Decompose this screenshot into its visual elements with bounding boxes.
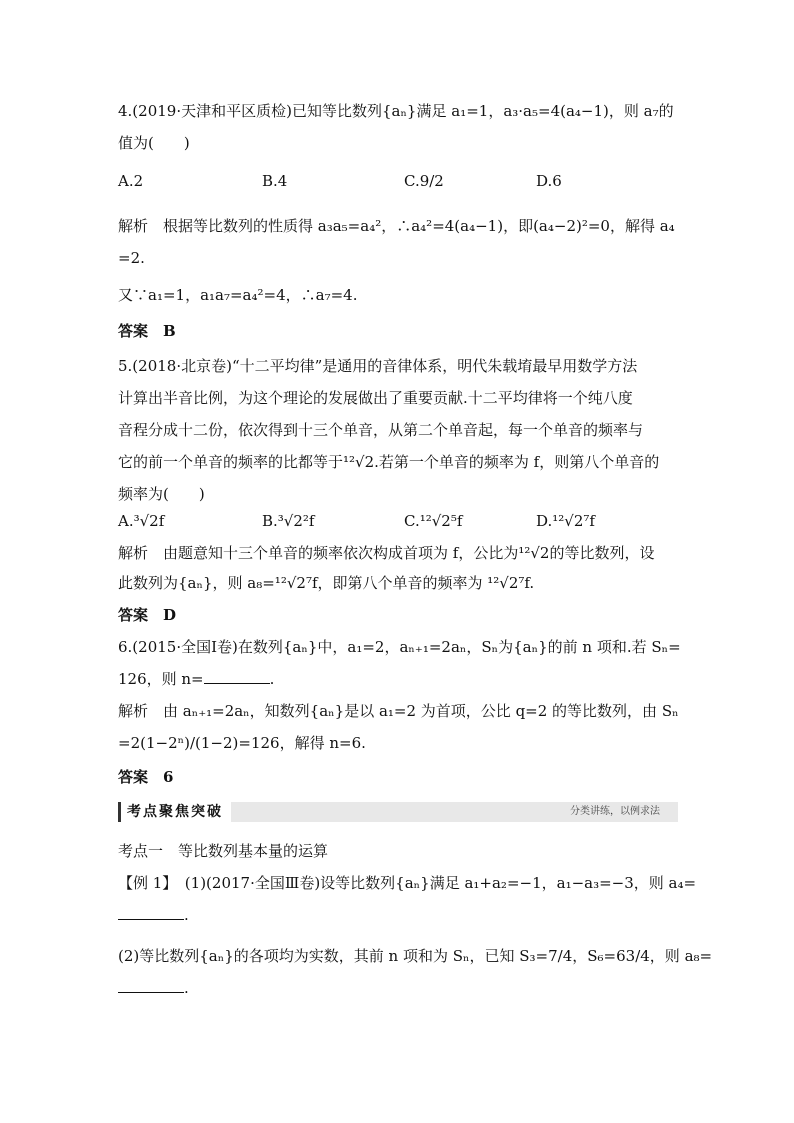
q5-analysis-line2: 此数列为{aₙ}，则 a₈=¹²√2⁷f，即第八个单音的频率为 ¹²√2⁷f. — [118, 574, 535, 592]
kaodian-heading: 考点一 等比数列基本量的运算 — [118, 842, 329, 860]
q5-option-a: A.³√2f — [118, 512, 165, 530]
example1-blank-2[interactable] — [118, 978, 184, 993]
q5-analysis-line1: 解析 由题意知十三个单音的频率依次构成首项为 f，公比为¹²√2的等比数列，设 — [118, 544, 655, 562]
q4-option-b: B.4 — [262, 172, 288, 190]
q6-stem-line2-text: 126，则 n= — [118, 670, 204, 688]
q4-analysis-line1: 解析 根据等比数列的性质得 a₃a₅=a₄²，∴a₄²=4(a₄−1)，即(a₄−2)²=0，解得 a₄ — [118, 217, 675, 235]
q5-stem-line3: 音程分成十二份，依次得到十三个单音，从第二个单音起，每一个单音的频率与 — [118, 421, 644, 439]
section-banner — [118, 802, 678, 822]
q5-stem-line5: 频率为( ) — [118, 485, 205, 503]
q4-option-c: C.9/2 — [404, 172, 444, 190]
q5-stem-line4: 它的前一个单音的频率的比都等于¹²√2.若第一个单音的频率为 f，则第八个单音的 — [118, 453, 660, 471]
example1-line1: 【例 1】 (1)(2017·全国Ⅲ卷)设等比数列{aₙ}满足 a₁+a₂=−1，a₁−a₃=−3，则 a₄= — [118, 874, 697, 892]
q4-stem-line1: 4.(2019·天津和平区质检)已知等比数列{aₙ}满足 a₁=1，a₃·a₅=4(a₄−1)，则 a₇的 — [118, 102, 674, 120]
q4-stem-line2: 值为( ) — [118, 134, 190, 152]
q4-option-a: A.2 — [118, 172, 144, 190]
q4-analysis-line3: 又∵a₁=1，a₁a₇=a₄²=4，∴a₇=4. — [118, 286, 358, 304]
q5-option-c: C.¹²√2⁵f — [404, 512, 463, 530]
q6-stem-line1: 6.(2015·全国Ⅰ卷)在数列{aₙ}中，a₁=2，aₙ₊₁=2aₙ，Sₙ为{aₙ}的前 n 项和.若 Sₙ= — [118, 638, 681, 656]
q6-analysis-line2: =2(1−2ⁿ)/(1−2)=126，解得 n=6. — [118, 734, 366, 752]
example1-line3: (2)等比数列{aₙ}的各项均为实数，其前 n 项和为 Sₙ，已知 S₃=7/4，S₆=63/4，则 a₈= — [118, 947, 713, 965]
q6-answer: 答案 6 — [118, 768, 174, 786]
q4-analysis-line2: =2. — [118, 249, 145, 267]
example1-line4-end: . — [184, 979, 189, 997]
section-title: 考点聚焦突破 — [118, 802, 231, 822]
example1-blank-1[interactable] — [118, 905, 184, 920]
q5-stem-line1: 5.(2018·北京卷)“十二平均律”是通用的音律体系，明代朱载堉最早用数学方法 — [118, 357, 638, 375]
q5-option-b: B.³√2²f — [262, 512, 315, 530]
q6-stem-line2 — [118, 668, 274, 690]
q6-analysis-line1: 解析 由 aₙ₊₁=2aₙ，知数列{aₙ}是以 a₁=2 为首项，公比 q=2 的等比数列，由 Sₙ — [118, 702, 679, 720]
q5-option-d: D.¹²√2⁷f — [536, 512, 595, 530]
example1-line2 — [118, 904, 189, 926]
q6-answer-blank[interactable] — [204, 669, 270, 684]
q6-stem-line2-end: . — [269, 670, 275, 688]
q4-answer: 答案 B — [118, 322, 176, 340]
q5-stem-line2: 计算出半音比例，为这个理论的发展做出了重要贡献.十二平均律将一个纯八度 — [118, 389, 633, 407]
section-subtitle: 分类讲练，以例求法 — [570, 806, 660, 817]
q4-option-d: D.6 — [536, 172, 562, 190]
example1-line2-end: . — [184, 906, 189, 924]
example1-line4 — [118, 977, 189, 999]
q5-answer: 答案 D — [118, 606, 177, 624]
